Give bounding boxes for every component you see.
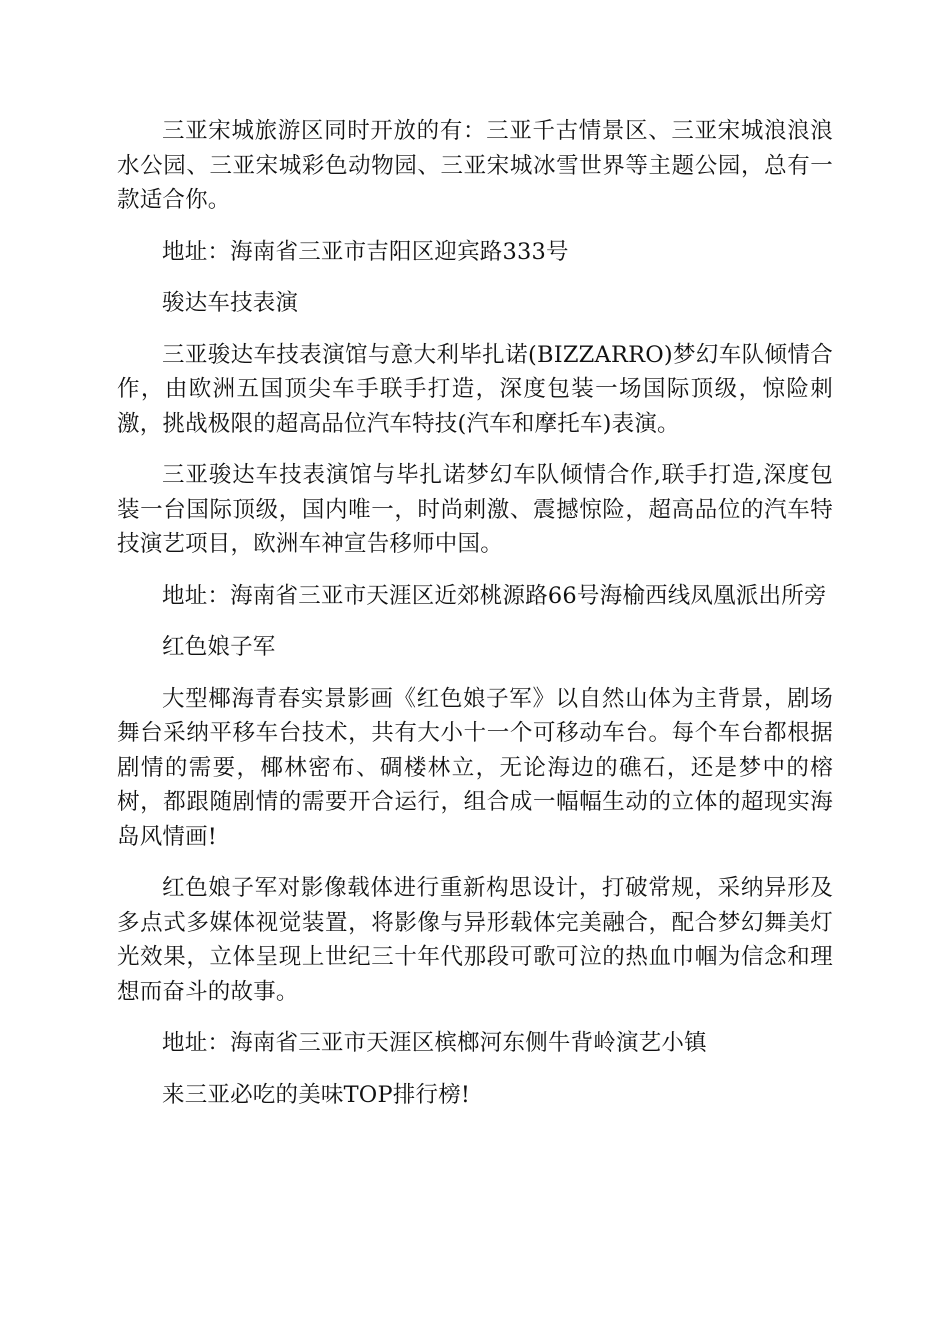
paragraph-red-detachment-detail: 红色娘子军对影像载体进行重新构思设计，打破常规，采纳异形及多点式多媒体视觉装置，将影像与异形载体完美融合，配合梦幻舞美灯光效果，立体呈现上世纪三十年代那段可歌可泣的热血巾帼为信念和理想而奋斗的故事。 [117, 875, 833, 1005]
paragraph-food-ranking: 来三亚必吃的美味TOP排行榜! [162, 1081, 471, 1108]
section-heading-junda: 骏达车技表演 [162, 290, 299, 316]
paragraph-junda-detail: 三亚骏达车技表演馆与毕扎诺梦幻车队倾情合作,联手打造,深度包装一台国际顶级，国内唯一，时尚刺激、震撼惊险，超高品位的汽车特技演艺项目，欧洲车神宣告移师中国。 [117, 462, 833, 557]
paragraph-junda-address: 地址：海南省三亚市天涯区近郊桃源路66号海榆西线凤凰派出所旁 [162, 582, 827, 609]
paragraph-songcheng-address: 地址：海南省三亚市吉阳区迎宾路333号 [162, 238, 569, 265]
paragraph-songcheng-parks: 三亚宋城旅游区同时开放的有：三亚千古情景区、三亚宋城浪浪浪水公园、三亚宋城彩色动物园、三亚宋城冰雪世界等主题公园，总有一款适合你。 [117, 118, 833, 213]
section-heading-red-detachment: 红色娘子军 [162, 634, 276, 660]
paragraph-junda-intro: 三亚骏达车技表演馆与意大利毕扎诺(BIZZARRO)梦幻车队倾情合作，由欧洲五国顶尖车手联手打造，深度包装一场国际顶级，惊险刺激，挑战极限的超高品位汽车特技(汽车和摩托车)表演。 [117, 341, 833, 437]
document-body [117, 114, 833, 1129]
paragraph-red-detachment-intro: 大型椰海青春实景影画《红色娘子军》以自然山体为主背景，剧场舞台采纳平移车台技术，共有大小十一个可移动车台。每个车台都根据剧情的需要，椰林密布、碉楼林立，无论海边的礁石，还是梦中的榕树，都跟随剧情的需要开合运行，组合成一幅幅生动的立体的超现实海岛风情画! [117, 685, 833, 850]
paragraph-red-detachment-address: 地址：海南省三亚市天涯区槟榔河东侧牛背岭演艺小镇 [162, 1030, 707, 1056]
